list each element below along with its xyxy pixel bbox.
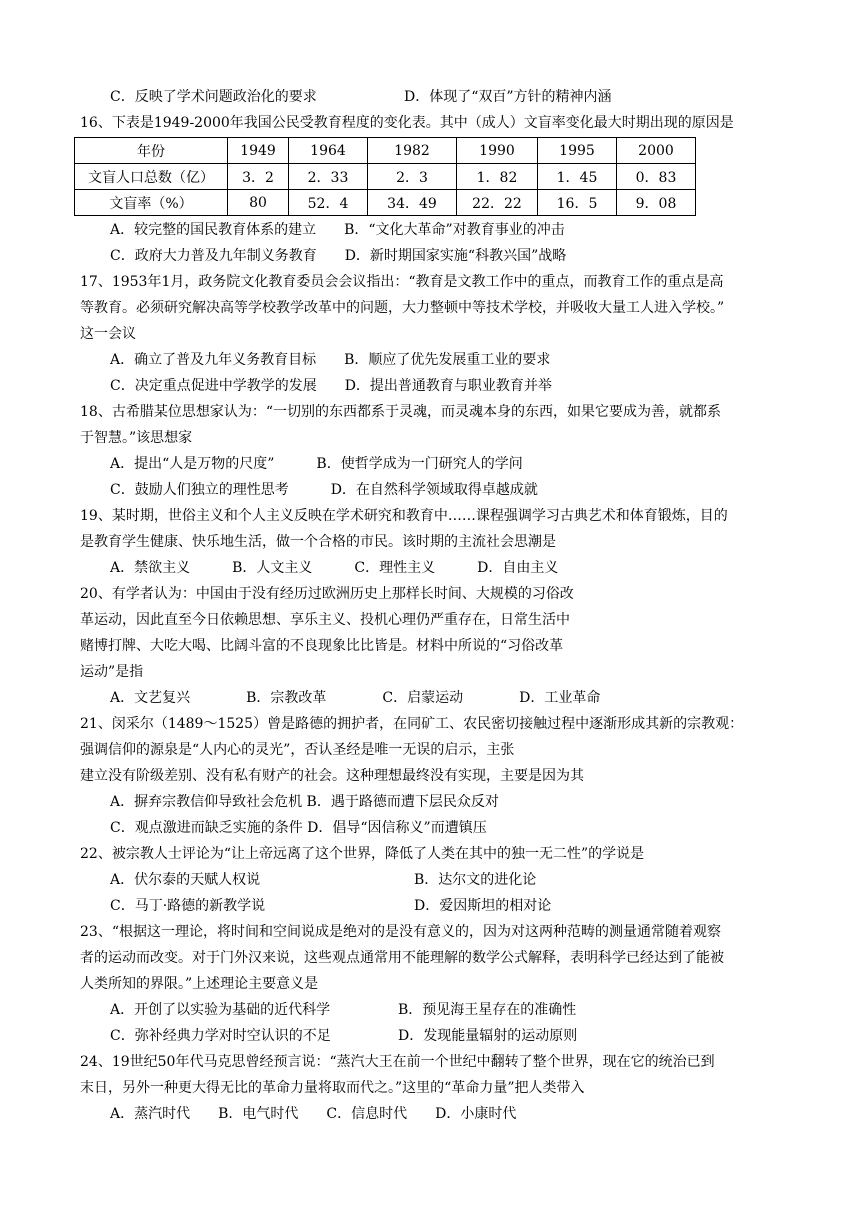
q23-option-d: D．发现能量辐射的运动原则 (398, 1028, 578, 1044)
table-cell: 2．3 (368, 164, 457, 190)
q21-stem-line: 21、闵采尔（1489～1525）曾是路德的拥护者，在同矿工、农民密切接触过程中逐渐形成其新的宗教观： (80, 716, 744, 732)
q23-stem-line: 23、“根据这一理论，将时间和空间说成是绝对的是没有意义的，因为对这两种范畴的测量通常随着观察 (80, 924, 721, 940)
q16-options-cd: C．政府大力普及九年制义务教育 D．新时期国家实施“科教兴国”战略 (110, 248, 567, 264)
table-header-row (75, 138, 696, 164)
q21-options-ab: A．摒弃宗教信仰导致社会危机 B．遇于路德而遭下层民众反对 (110, 794, 499, 810)
table-cell: 1．82 (457, 164, 538, 190)
q20-stem-line: 20、有学者认为：中国由于没有经历过欧洲历史上那样长时间、大规模的习俗改 (80, 586, 574, 602)
q17-options-ab: A．确立了普及九年义务教育目标 B．顺应了优先发展重工业的要求 (110, 352, 551, 368)
table-header-cell: 2000 (617, 138, 696, 164)
table-row (75, 164, 696, 190)
table-cell: 9．08 (617, 190, 696, 216)
table-cell: 16．5 (538, 190, 617, 216)
q21-stem-line: 建立没有阶级差别、没有私有财产的社会。这种理想最终没有实现，主要是因为其 (80, 768, 584, 784)
q21-stem-line: 强调信仰的源泉是“人内心的灵光”，否认圣经是唯一无误的启示，主张 (80, 742, 515, 758)
q22-option-a: A．伏尔泰的天赋人权说 (110, 872, 261, 888)
q18-options-ab: A．提出“人是万物的尺度” B．使哲学成为一门研究人的学问 (110, 456, 523, 472)
q22-options-ab (110, 870, 536, 890)
q21-options-cd: C．观点激进而缺乏实施的条件 D．倡导“因信称义”而遭镇压 (110, 820, 487, 836)
q22-option-c: C．马丁·路德的新教学说 (110, 898, 266, 914)
literacy-table (74, 137, 696, 216)
table-cell: 文盲人口总数（亿） (75, 164, 228, 190)
table-cell: 1．45 (538, 164, 617, 190)
table-cell: 0．83 (617, 164, 696, 190)
table-cell: 34．49 (368, 190, 457, 216)
q23-options-ab (110, 1000, 576, 1020)
q22-stem: 22、被宗教人士评论为“让上帝远离了这个世界，降低了人类在其中的独一无二性”的学说是 (80, 846, 645, 862)
q19-options: A．禁欲主义 B．人文主义 C．理性主义 D．自由主义 (110, 560, 559, 576)
q18-stem-line: 于智慧。”该思想家 (80, 430, 193, 446)
q20-stem-line: 赌博打牌、大吃大喝、比阔斗富的不良现象比比皆是。材料中所说的“习俗改革 (80, 638, 564, 654)
q16-options-ab: A．较完整的国民教育体系的建立 B．“文化大革命”对教育事业的冲击 (110, 222, 565, 238)
q22-option-d: D．爱因斯坦的相对论 (414, 898, 552, 914)
table-row (75, 190, 696, 216)
q24-options: A．蒸汽时代 B．电气时代 C．信息时代 D．小康时代 (110, 1106, 517, 1122)
table-header-cell: 1964 (289, 138, 368, 164)
q20-options: A．文艺复兴 B．宗教改革 C．启蒙运动 D．工业革命 (110, 690, 601, 706)
q18-stem-line: 18、古希腊某位思想家认为：“一切别的东西都系于灵魂，而灵魂本身的东西，如果它要成为善，就都系 (80, 404, 721, 420)
q15-options-cd (110, 87, 612, 107)
q23-stem-line: 人类所知的界限。”上述理论主要意义是 (80, 976, 319, 992)
q16-stem: 16、下表是1949-2000年我国公民受教育程度的变化表。其中（成人）文盲率变化最大时期出现的原因是 (80, 115, 734, 131)
q24-stem-line: 末日，另外一种更大得无比的革命力量将取而代之。”这里的“革命力量”把人类带入 (80, 1080, 585, 1096)
table-cell: 2．33 (289, 164, 368, 190)
q17-stem-line: 这一会议 (80, 326, 136, 342)
table-cell: 3．2 (228, 164, 289, 190)
q22-option-b: B．达尔文的进化论 (414, 872, 537, 888)
table-cell: 52．4 (289, 190, 368, 216)
table-header-cell: 年份 (75, 138, 228, 164)
q18-options-cd: C．鼓励人们独立的理性思考 D．在自然科学领域取得卓越成就 (110, 482, 538, 498)
q22-options-cd (110, 896, 551, 916)
q19-stem-line: 是教育学生健康、快乐地生活，做一个合格的市民。该时期的主流社会思潮是 (80, 534, 556, 550)
table-header-cell: 1949 (228, 138, 289, 164)
q15-option-c: C．反映了学术问题政治化的要求 (110, 89, 317, 105)
table-header-cell: 1982 (368, 138, 457, 164)
q15-option-d: D．体现了“双百”方针的精神内涵 (404, 89, 612, 105)
q23-stem-line: 者的运动而改变。对于门外汉来说，这些观点通常用不能理解的数学公式解释，表明科学已经达到了能被 (80, 950, 724, 966)
table-cell: 22．22 (457, 190, 538, 216)
q20-stem-line: 运动”是指 (80, 664, 144, 680)
q24-stem-line: 24、19世纪50年代马克思曾经预言说：“蒸汽大王在前一个世纪中翻转了整个世界，现在它的统治已到 (80, 1054, 715, 1070)
table-header-cell: 1995 (538, 138, 617, 164)
q23-option-a: A．开创了以实验为基础的近代科学 (110, 1002, 331, 1018)
q17-stem-line: 等教育。必须研究解决高等学校教学改革中的问题，大力整顿中等技术学校，并吸收大量工人进入学校。” (80, 300, 725, 316)
table-cell: 文盲率（%） (75, 190, 228, 216)
q20-stem-line: 革运动，因此直至今日依赖思想、享乐主义、投机心理仍严重存在，日常生活中 (80, 612, 570, 628)
table-header-cell: 1990 (457, 138, 538, 164)
q23-option-c: C．弥补经典力学对时空认识的不足 (110, 1028, 331, 1044)
q23-option-b: B．预见海王星存在的准确性 (398, 1002, 577, 1018)
q17-stem-line: 17、1953年1月，政务院文化教育委员会会议指出：“教育是文教工作中的重点，而教育工作的重点是高 (80, 274, 724, 290)
q23-options-cd (110, 1026, 577, 1046)
q19-stem-line: 19、某时期，世俗主义和个人主义反映在学术研究和教育中……课程强调学习古典艺术和体育锻炼，目的 (80, 508, 728, 524)
q17-options-cd: C．决定重点促进中学教学的发展 D．提出普通教育与职业教育并举 (110, 378, 552, 394)
table-cell: 80 (228, 190, 289, 216)
